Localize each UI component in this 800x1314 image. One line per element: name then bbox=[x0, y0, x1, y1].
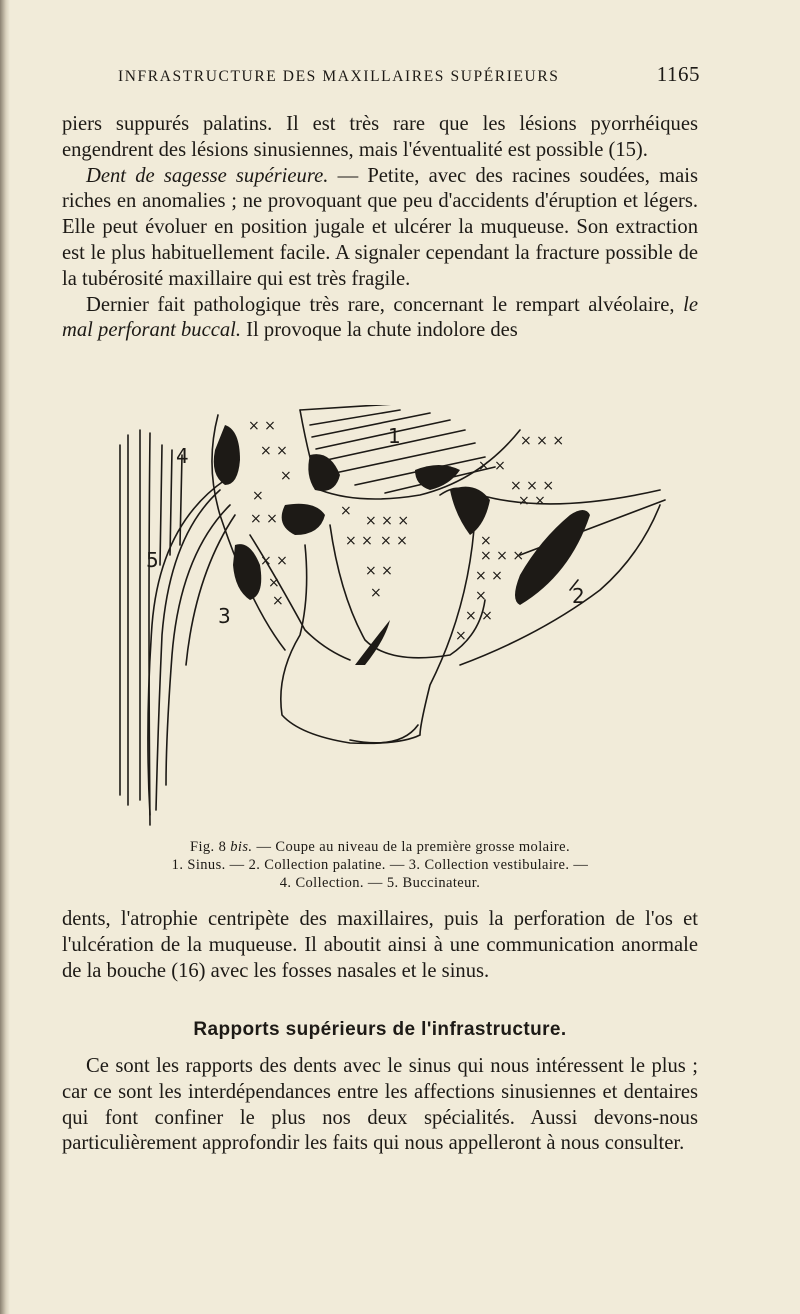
svg-text:× ×: × × bbox=[518, 493, 546, 509]
figure-caption bbox=[62, 838, 698, 892]
paragraph-body: — Petite, avec des racines soudées, mais riches en anomalies ; ne provoquant que peu d'accidents d'éruption et légers. Elle peut évoluer en position jugale et ulcérer la muqueuse. Son extraction est le plus habituellement facile. A signaler cependant la fracture possible de la tubérosité maxillaire qui est très fragile. bbox=[62, 164, 699, 290]
paragraph-after: Il provoque la chute indolore des bbox=[241, 319, 518, 342]
svg-text:×: × bbox=[370, 585, 382, 601]
svg-text:× ×: × × bbox=[465, 608, 493, 624]
svg-text:× ×: × × bbox=[260, 443, 288, 459]
body-text-middle bbox=[62, 907, 698, 984]
caption-figure-number: Fig. 8 bbox=[190, 839, 231, 855]
caption-description: — Coupe au niveau de la première grosse molaire. bbox=[252, 839, 570, 855]
paragraph-mal-perforant bbox=[62, 293, 698, 345]
svg-text:× ×: × × bbox=[478, 458, 506, 474]
caption-bis: bis. bbox=[230, 839, 253, 855]
svg-text:×: × bbox=[455, 628, 467, 644]
label-2: 2 bbox=[572, 584, 585, 608]
buccinator-curve bbox=[148, 480, 225, 815]
palate-contour bbox=[480, 490, 660, 504]
svg-text:× ×: × × bbox=[380, 533, 408, 549]
paragraph-continued: piers suppurés palatins. Il est très rare que les lésions pyorrhéiques engendrent des lésions sinusiennes, mais l'éventualité est possible (15). bbox=[62, 113, 698, 161]
svg-text:×: × bbox=[475, 588, 487, 604]
svg-text:× × ×: × × × bbox=[510, 478, 555, 494]
muscle-line bbox=[170, 450, 172, 555]
anatomical-figure bbox=[100, 405, 680, 835]
muscle-line bbox=[149, 433, 150, 825]
section-heading: Rapports supérieurs de l'infrastructure. bbox=[193, 1019, 567, 1040]
body-text-bottom bbox=[62, 1054, 698, 1157]
muscle-line bbox=[160, 445, 162, 565]
svg-text:× ×: × × bbox=[260, 553, 288, 569]
svg-text:× ×: × × bbox=[365, 563, 393, 579]
caption-line-3: 4. Collection. — 5. Buccinateur. bbox=[279, 875, 481, 891]
label-3: 3 bbox=[218, 604, 231, 628]
caption-line-1 bbox=[62, 838, 698, 856]
svg-text:×: × bbox=[340, 503, 352, 519]
svg-text:×: × bbox=[268, 575, 280, 591]
running-title: INFRASTRUCTURE DES MAXILLAIRES SUPÉRIEURS bbox=[118, 68, 560, 85]
body-text-top bbox=[62, 112, 698, 344]
svg-text:×: × bbox=[280, 468, 292, 484]
svg-text:×: × bbox=[252, 488, 264, 504]
svg-text:× × ×: × × × bbox=[480, 548, 525, 564]
svg-text:×: × bbox=[480, 533, 492, 549]
svg-text:×: × bbox=[272, 593, 284, 609]
page-edge-shadow bbox=[0, 0, 10, 1314]
paragraph-wisdom-tooth bbox=[62, 164, 698, 293]
svg-text:× ×: × × bbox=[248, 418, 276, 434]
svg-text:× ×: × × bbox=[475, 568, 503, 584]
paragraph-italic-term: le mal perforant buccal. bbox=[62, 293, 698, 342]
collection-central bbox=[282, 504, 325, 535]
page-number: 1165 bbox=[656, 62, 700, 86]
label-1: 1 bbox=[388, 424, 401, 448]
collection-3 bbox=[233, 544, 261, 600]
figure-drawing bbox=[100, 405, 680, 835]
caption-line-2: 1. Sinus. — 2. Collection palatine. — 3. Collection vestibulaire. — bbox=[171, 857, 589, 873]
label-5: 5 bbox=[146, 548, 159, 572]
svg-text:× ×: × × bbox=[345, 533, 373, 549]
running-header bbox=[118, 62, 700, 87]
muscle-line bbox=[180, 455, 182, 545]
paragraph-rapports: Ce sont les rapports des dents avec le sinus qui nous intéressent le plus ; car ce sont les interdépendances entre les affections sinusiennes et dentaires qui font confiner le plus nos deux spécialités. Aussi devons-nous particulièrement approfondir les faits qui nous appelleront à nous consulter. bbox=[62, 1055, 698, 1155]
paragraph-lead: Dent de sagesse supérieure. bbox=[86, 164, 329, 187]
paragraph-continued-2: dents, l'atrophie centripète des maxillaires, puis la perforation de l'os et l'ulcération de la muqueuse. Il aboutit ainsi à une communication anormale de la bouche (16) avec les fosses nasales et le sinus. bbox=[62, 908, 698, 982]
svg-text:× ×: × × bbox=[250, 511, 278, 527]
svg-text:× × ×: × × × bbox=[365, 513, 410, 529]
paragraph-before: Dernier fait pathologique très rare, concernant le rempart alvéolaire, bbox=[86, 293, 684, 316]
collection-4 bbox=[214, 425, 240, 485]
label-4: 4 bbox=[176, 444, 189, 468]
svg-text:× × ×: × × × bbox=[520, 433, 565, 449]
